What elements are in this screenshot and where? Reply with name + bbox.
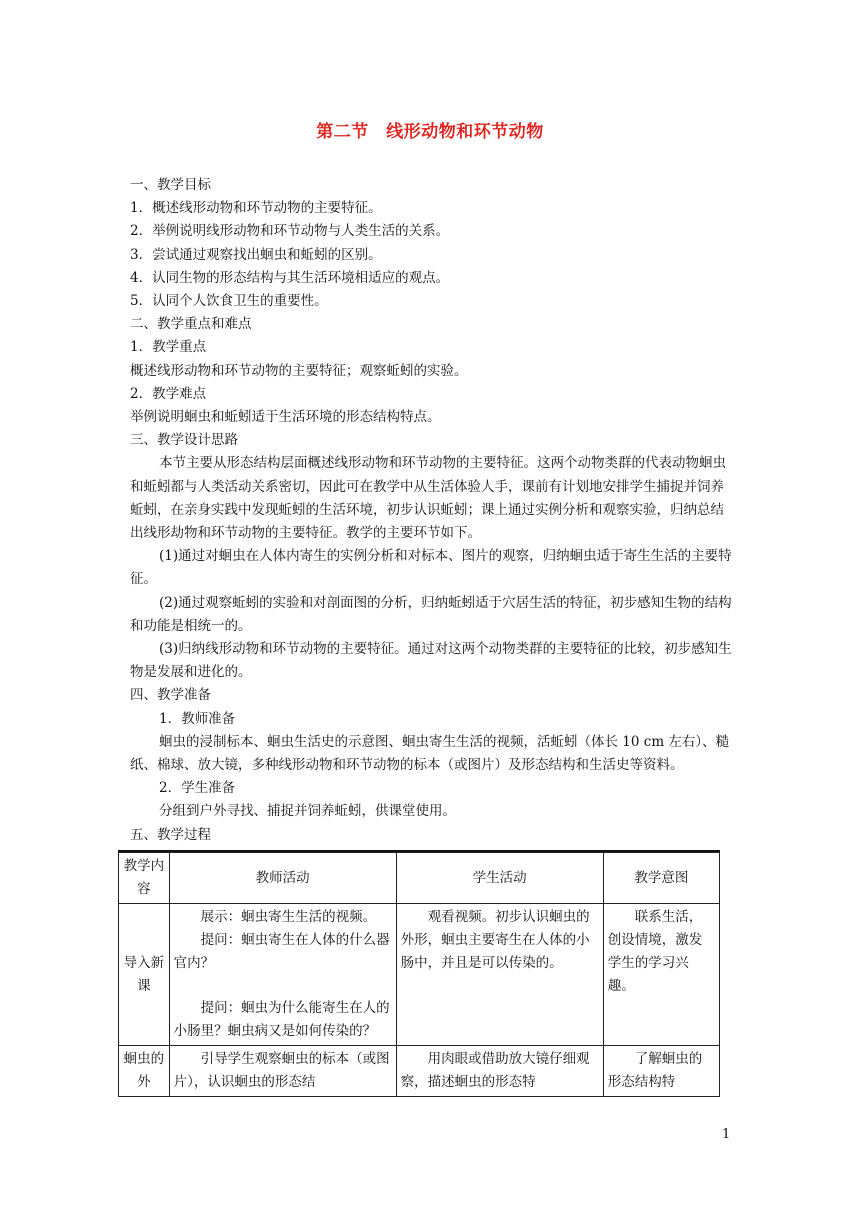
cell-text: 展示：蛔虫寄生生活的视频。: [200, 909, 377, 925]
header-cell: 教师活动: [169, 853, 396, 904]
subheading: 2．教学难点: [130, 385, 207, 402]
cell-text: 了解蛔虫的形态结构特: [607, 1051, 703, 1090]
section-heading: 三、教学设计思路: [130, 432, 238, 449]
subheading: 2．学生准备: [159, 780, 236, 797]
paragraph: (3)归纳线形动物和环节动物的主要特征。通过对这两个动物类群的主要特征的比较，初步感知生物是发展和进化的。: [130, 641, 732, 681]
section-heading: 二、教学重点和难点: [130, 316, 252, 333]
cell-text: 引导学生观察蛔虫的标本（或图片），认识蛔虫的形态结: [173, 1051, 390, 1090]
paragraph: 分组到户外寻找、捕捉并饲养蚯蚓，供课堂使用。: [159, 803, 456, 820]
table-cell: [603, 1046, 719, 1097]
paragraph: (1)通过对蛔虫在人体内寄生的实例分析和对标本、图片的观察，归纳蛔虫适于寄生生活的主要特征。: [130, 548, 732, 588]
objective-item: 5．认同个人饮食卫生的重要性。: [130, 293, 328, 310]
objective-item: 2．举例说明线形动物和环节动物与人类生活的关系。: [130, 223, 450, 240]
cell-text: 观看视频。初步认识蛔虫的外形，蛔虫主要寄生在人体的小肠中，并且是可以传染的。: [400, 909, 590, 971]
cell-text: 提问：蛔虫寄生在人体的什么器官内？: [173, 932, 390, 971]
header-cell: 教学内容: [119, 853, 170, 904]
cell-text: 联系生活，创设情境，激发学生的学习兴趣。: [607, 909, 703, 994]
header-cell: 教学意图: [603, 853, 719, 904]
objective-item: 3．尝试通过观察找出蛔虫和蚯蚓的区别。: [130, 246, 382, 263]
paragraph: 本节主要从形态结构层面概述线形动物和环节动物的主要特征。这两个动物类群的代表动物蛔虫和蚯蚓都与人类活动关系密切，因此可在教学中从生活体验人手，课前有计划地安排学生捕捉并饲养蚯蚓，在亲身实践中发现蚯蚓的生活环境，初步认识蚯蚓；课上通过实例分析和观察实验，归纳总结出线形劫物和环节动物的主要特征。教学的主要环节如下。: [130, 455, 726, 542]
cell-text: 用肉眼或借助放大镜仔细观察，描述蛔虫的形态特: [400, 1051, 590, 1090]
header-cell: 学生活动: [396, 853, 603, 904]
table-cell: [396, 904, 603, 1046]
paragraph: 概述线形动物和环节动物的主要特征；观察蚯蚓的实验。: [130, 362, 468, 379]
table-row: [119, 1046, 720, 1097]
section-heading: 四、教学准备: [130, 687, 211, 704]
lesson-table: [118, 852, 720, 1097]
table-cell: [396, 1046, 603, 1097]
table-cell: 导入新课: [119, 904, 170, 1046]
table-row: [119, 904, 720, 1046]
spacer: [174, 975, 392, 997]
paragraph: 蛔虫的浸制标本、蛔虫生活史的示意图、蛔虫寄生生活的视频，活蚯蚓（体长 10 cm 左右）、糙纸、棉球、放大镜，多种线形动物和环节动物的标本（或图片）及形态结构和生活史等资料。: [130, 733, 730, 774]
page-title: 第二节 线形动物和环节动物: [316, 122, 544, 142]
table-header-row: [119, 853, 720, 904]
objective-item: 1．概述线形动物和环节动物的主要特征。: [130, 200, 382, 217]
subheading: 1．教学重点: [130, 339, 207, 356]
paragraph: 举例说明蛔虫和蚯蚓适于生活环境的形态结构特点。: [130, 409, 441, 426]
table-cell: 蛔虫的外: [119, 1046, 170, 1097]
paragraph: (2)通过观察蚯蚓的实验和对剖面图的分析，归纳蚯蚓适于穴居生活的特征，初步感知生物的结构和功能是相统一的。: [130, 594, 732, 634]
objective-item: 4．认同生物的形态结构与其生活环境相适应的观点。: [130, 269, 450, 286]
cell-text: 提问：蛔虫为什么能寄生在人的小肠里？蛔虫病又是如何传染的？: [173, 1000, 390, 1039]
section-heading: 一、教学目标: [130, 177, 211, 193]
table-cell: [603, 904, 719, 1046]
table-cell: [169, 904, 396, 1046]
document-body: [130, 174, 732, 847]
page-number: 1: [722, 1127, 731, 1142]
table-cell: [169, 1046, 396, 1097]
subheading: 1．教师准备: [159, 710, 236, 727]
section-heading: 五、教学过程: [130, 826, 211, 843]
